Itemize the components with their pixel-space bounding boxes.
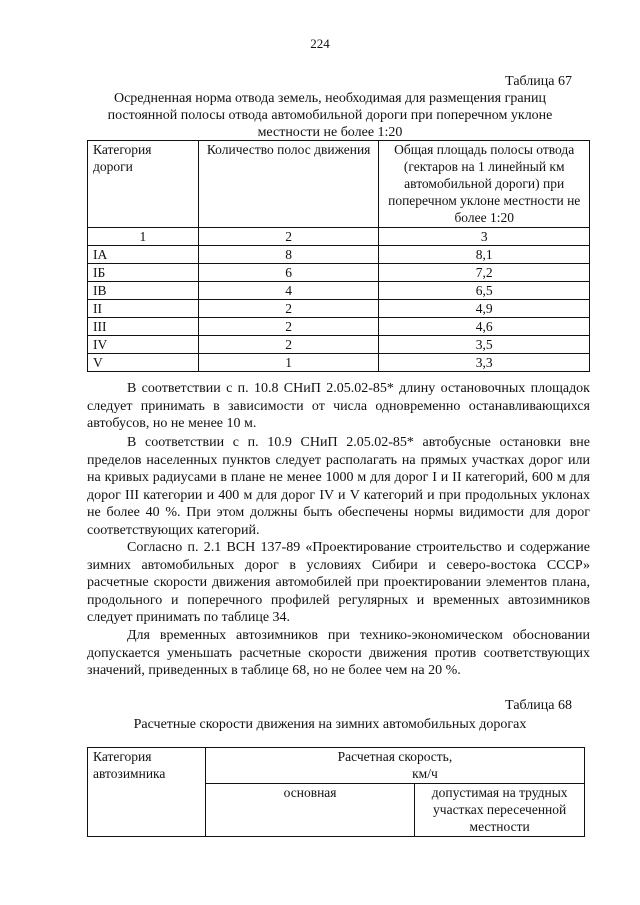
table-68 [87,747,585,837]
table-row [88,300,590,318]
cell-lanes: 6 [198,264,379,282]
table-row [88,282,590,300]
table-67-caption-line: постоянной полосы отвода автомобильной дороги при поперечном уклоне [107,108,553,123]
paragraph-bus-stop-placement: В соответствии с п. 10.9 СНиП 2.05.02-85* автобусные остановки вне пределов населенных пунктов следует располагать на прямых участках дорог или на кривых радиусами в плане не менее 1000 м для дорог I и II категорий, 600 м для дорог III категории и 400 м для дорог IV и V категорий и при продольных уклонах не более 40 %. При этом должны быть обеспечены нормы видимости для дорог соответствующих категорий. [87,435,590,538]
cell-category: IА [88,246,199,264]
cell-category: IV [88,336,199,354]
table-67 [87,140,590,372]
cell-lanes: 2 [198,318,379,336]
paragraph-bus-stop-length: В соответствии с п. 10.8 СНиП 2.05.02-85* длину остановочных площадок следует принимать в зависимости от числа одновременно останавливающихся автобусов, но не менее 10 м. [87,381,590,432]
table-67-caption [60,90,600,141]
table-68-caption: Расчетные скорости движения на зимних автомобильных дорогах [133,717,527,732]
table-67-caption-line: Осредненная норма отвода земель, необходимая для размещения границ [113,91,547,106]
column-number: 3 [379,228,590,246]
paragraph-speed-reduction: Для временных автозимников при технико-экономическом обосновании допускается уменьшать расчетные скорости движения против соответствующих значений, приведенных в таблице 68, но не более чем на 20 %. [87,628,590,679]
cell-category: III [88,318,199,336]
cell-category: IБ [88,264,199,282]
cell-area: 6,5 [379,282,590,300]
cell-category: V [88,354,199,372]
cell-category: IВ [88,282,199,300]
header-lanes: Количество полос движения [198,141,379,228]
header-speed-line: Расчетная скорость, [337,749,453,764]
header-main-speed: основная [205,784,414,837]
cell-area: 3,5 [379,336,590,354]
column-number-row [88,228,590,246]
cell-area: 4,9 [379,300,590,318]
cell-area: 4,6 [379,318,590,336]
table-68-label: Таблица 68 [505,698,572,713]
cell-area: 3,3 [379,354,590,372]
column-number: 2 [198,228,379,246]
cell-lanes: 8 [198,246,379,264]
table-row [88,264,590,282]
header-area: Общая площадь полосы отвода (гектаров на 1 линейный км автомобильной дороги) при поперечном уклоне местности не более 1:20 [379,141,590,228]
cell-category: II [88,300,199,318]
table-row [88,336,590,354]
cell-lanes: 2 [198,336,379,354]
cell-area: 8,1 [379,246,590,264]
cell-lanes: 1 [198,354,379,372]
header-speed-unit: км/ч [412,766,438,781]
table-row [88,246,590,264]
cell-area: 7,2 [379,264,590,282]
column-number: 1 [88,228,199,246]
table-header-row [88,141,590,228]
table-67-label: Таблица 67 [505,74,572,89]
table-header-row [88,748,585,784]
table-row [88,354,590,372]
cell-lanes: 2 [198,300,379,318]
paragraph-winter-road-speeds: Согласно п. 2.1 ВСН 137-89 «Проектирование строительство и содержание зимних автомобильных дорог в условиях Сибири и северо-востока СССР» расчетные скорости движения автомобилей при проектировании элементов плана, продольного и поперечного профилей регулярных и временных автозимников следует принимать по таблице 34. [87,540,590,626]
table-row [88,318,590,336]
header-allowed-speed: допустимая на трудных участках пересеченной местности [415,784,585,837]
header-category: Категория автозимника [88,748,206,837]
header-category: Категория дороги [88,141,199,228]
table-67-caption-line: местности не более 1:20 [257,125,403,140]
header-speed [205,748,584,784]
cell-lanes: 4 [198,282,379,300]
page-number: 224 [310,36,330,51]
